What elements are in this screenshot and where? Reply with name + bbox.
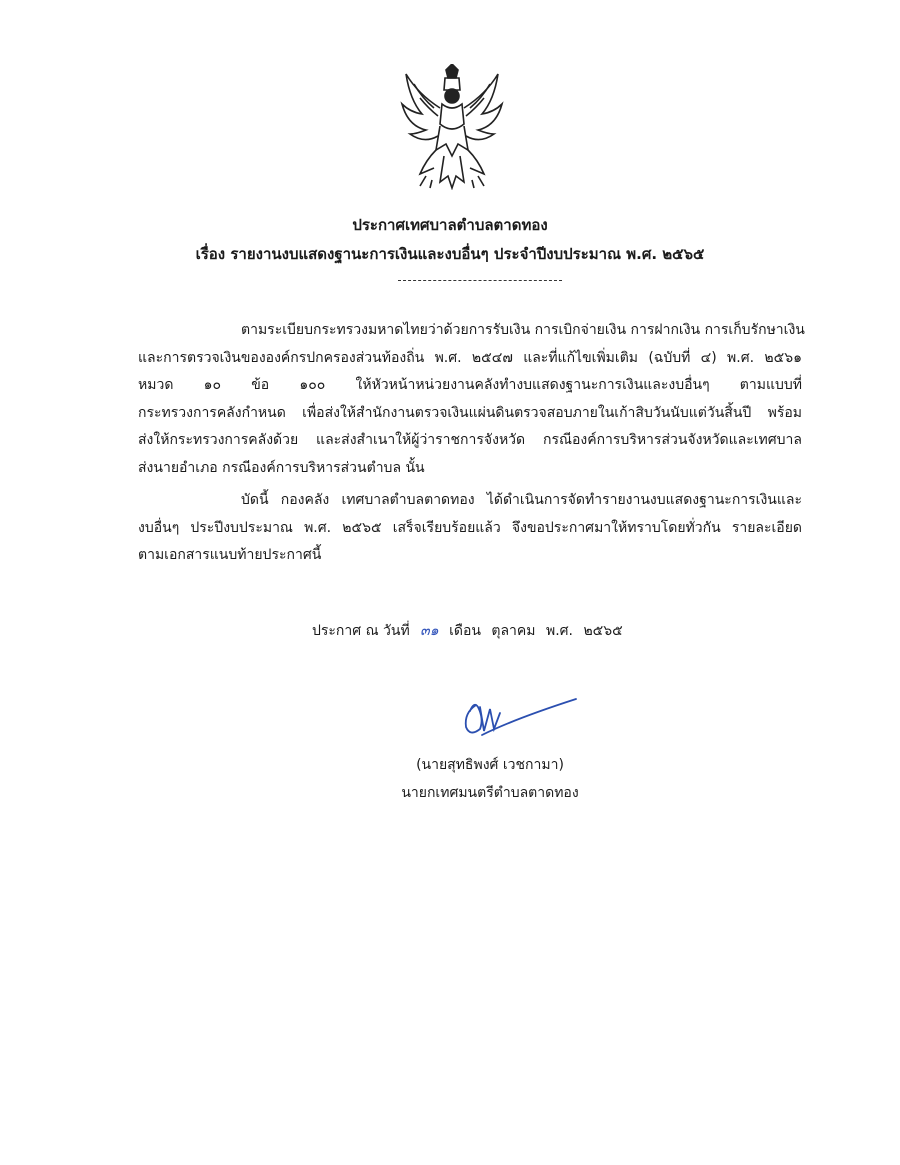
date-year: ๒๕๖๕ xyxy=(583,623,623,639)
paragraph-line: ส่งให้กระทรวงการคลังด้วย และส่งสำเนาให้ผู้ว่าราชการจังหวัด กรณีองค์การบริหารส่วนจังหวัดและเทศบาล xyxy=(138,432,802,448)
signatory-name: (นายสุทธิพงศ์ เวชกามา) xyxy=(416,757,564,773)
signatory-position: นายกเทศมนตรีตำบลตาดทอง xyxy=(401,785,579,801)
paragraph-announcement xyxy=(138,487,802,570)
announcement-date xyxy=(312,620,629,642)
handwritten-signature-icon xyxy=(454,693,580,743)
date-prefix: ประกาศ ณ วันที่ xyxy=(312,623,410,639)
paragraph-line: ส่งนายอำเภอ กรณีองค์การบริหารส่วนตำบล นั้น xyxy=(138,459,425,476)
paragraph-regulation xyxy=(138,317,805,482)
date-year-label: พ.ศ. xyxy=(545,623,573,639)
announcement-heading: ประกาศเทศบาลตำบลตาดทอง xyxy=(352,216,548,234)
date-month: ตุลาคม xyxy=(491,623,536,639)
paragraph-line: ตามเอกสารแนบท้ายประกาศนี้ xyxy=(138,547,322,563)
paragraph-line: หมวด ๑๐ ข้อ ๑๐๐ ให้หัวหน้าหน่วยงานคลังทำงบแสดงฐานะการเงินและงบอื่นๆ ตามแบบที่ xyxy=(138,377,802,393)
date-month-label: เดือน xyxy=(449,623,481,639)
title-separator xyxy=(398,280,562,281)
garuda-emblem-icon xyxy=(396,64,508,190)
paragraph-line: กระทรวงการคลังกำหนด เพื่อส่งให้สำนักงานตรวจเงินแผ่นดินตรวจสอบภายในเก้าสิบวันนับแต่วันสิ้นปี พร้อม xyxy=(138,404,802,421)
paragraph-line: และการตรวจเงินขององค์กรปกครองส่วนท้องถิ่น พ.ศ. ๒๕๔๗ และที่แก้ไขเพิ่มเติม (ฉบับที่ ๔) พ.ศ. ๒๕๖๑ xyxy=(138,349,802,366)
paragraph-line: งบอื่นๆ ประปีงบประมาณ พ.ศ. ๒๕๖๕ เสร็จเรียบร้อยแล้ว จึงขอประกาศมาให้ทราบโดยทั่วกัน รายละเอียด xyxy=(138,519,802,536)
paragraph-line: ตามระเบียบกระทรวงมหาดไทยว่าด้วยการรับเงิน การเบิกจ่ายเงิน การฝากเงิน การเก็บรักษาเงิน xyxy=(241,322,805,338)
date-day: ๓๑ xyxy=(420,623,439,639)
paragraph-line: บัดนี้ กองคลัง เทศบาลตำบลตาดทอง ได้ดำเนินการจัดทำรายงานงบแสดงฐานะการเงินและ xyxy=(241,492,802,508)
announcement-subject: เรื่อง รายงานงบแสดงฐานะการเงินและงบอื่นๆ ประจำปีงบประมาณ พ.ศ. ๒๕๖๕ xyxy=(195,245,705,263)
